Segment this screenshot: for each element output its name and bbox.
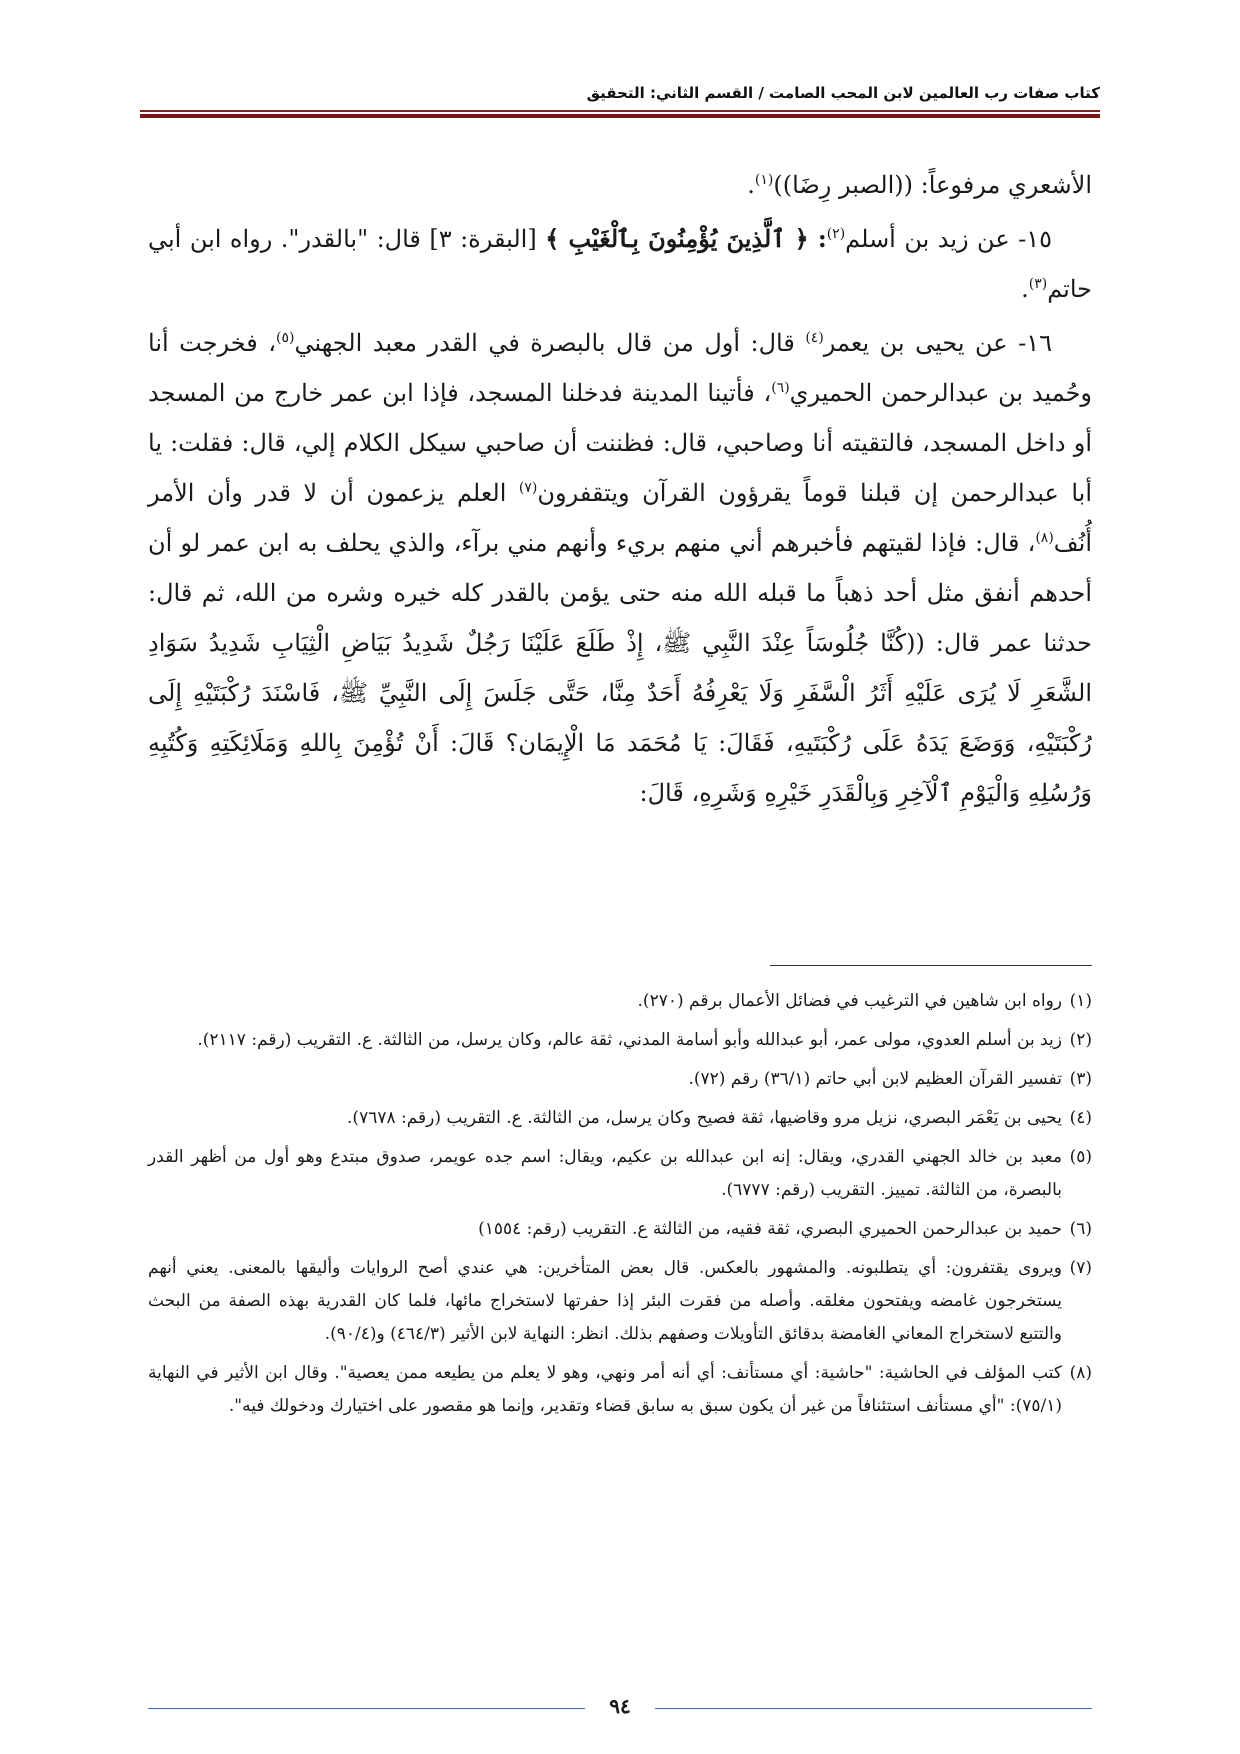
footnote-ref-3[interactable]: (٣) bbox=[1028, 276, 1048, 292]
page-number: ٩٤ bbox=[609, 1694, 631, 1718]
text-span: . bbox=[747, 171, 755, 199]
text-span: ١٦- عن يحيى بن يعمر bbox=[823, 329, 1052, 357]
running-header-title: كتاب صفات رب العالمين لابن المحب الصامت / القسم الثاني: التحقيق bbox=[586, 84, 1100, 102]
header-rule-thick bbox=[140, 114, 1100, 118]
footnote-number: (٦) bbox=[1069, 1219, 1092, 1239]
footnote-number: (٣) bbox=[1069, 1069, 1092, 1089]
main-text bbox=[148, 160, 1092, 822]
footnote-ref-8[interactable]: (٨) bbox=[1035, 530, 1054, 546]
footnotes-section bbox=[148, 985, 1092, 1429]
footnote-text: كتب المؤلف في الحاشية: "حاشية: أي مستأنف: أي أنه أمر ونهي، وهو لا يعلم من يطيعه ممن يعصية". وقال ابن الأثير في النهاية (٧٥/١): "أي مستأنف استئنافاً من غير أن يكون سبق به سابق قضاء وتقدير، وإنما هو مقصور على اختيارك ودخولك فيه". bbox=[148, 1363, 1062, 1416]
footnote-ref-4[interactable]: (٤) bbox=[805, 330, 824, 346]
footnote-number: (١) bbox=[1069, 991, 1092, 1011]
footnote-text: حميد بن عبدالرحمن الحميري البصري، ثقة فقيه، من الثالثة ع. التقريب (رقم: ١٥٥٤) bbox=[478, 1219, 1062, 1239]
footnote-number: (٤) bbox=[1069, 1108, 1092, 1128]
text-span: [البقرة: ٣] قال: "بالقدر". رواه ابن أبي حاتم bbox=[148, 225, 1092, 303]
text-span: قال: أول من قال بالبصرة في القدر معبد الجهني bbox=[294, 329, 806, 357]
footnote-text: معبد بن خالد الجهني القدري، ويقال: إنه ابن عبدالله بن عكيم، ويقال: اسم جده عويمر، صدوق مبتدع وهو أول من أظهر القدر بالبصرة، من الثالثة. تمييز. التقريب (رقم: ٦٧٧٧). bbox=[148, 1147, 1062, 1200]
footnote-number: (٧) bbox=[1069, 1258, 1092, 1278]
footnote-separator bbox=[770, 965, 1092, 966]
text-span: العلم يزعمون أن لا قدر وأن الأمر أُنُف bbox=[148, 479, 1092, 557]
footnote-ref-7[interactable]: (٧) bbox=[518, 480, 538, 496]
footnote-4 bbox=[148, 1102, 1092, 1135]
header-rule-thin bbox=[140, 110, 1100, 112]
footnote-number: (٢) bbox=[1069, 1030, 1092, 1050]
footnote-ref-1[interactable]: (١) bbox=[754, 172, 774, 188]
footnote-1 bbox=[148, 985, 1092, 1018]
quran-verse: : ﴿ ٱلَّذِينَ يُؤْمِنُونَ بِٱلْغَيْبِ ﴾ bbox=[545, 224, 827, 253]
footer-rule-right bbox=[655, 1708, 1092, 1709]
footnote-number: (٥) bbox=[1069, 1147, 1092, 1167]
footnote-text: ويروى يقتفرون: أي يتطلبونه. والمشهور بالعكس. قال بعض المتأخرين: هي عندي أصح الروايات وأليقها بالمعنى. يعني أنهم يستخرجون غامضه ويفتحون مغلقه. وأصله من فقرت البئر إذا حفرتها لاستخراج مائها، فلما كان القدرية بهذه الصفة من البحث والتتبع لاستخراج المعاني الغامضة بدقائق التأويلات وصفهم بذلك. انظر: النهاية لابن الأثير (٤٦٤/٣) و(٩٠/٤). bbox=[148, 1258, 1062, 1344]
footnote-text: تفسير القرآن العظيم لابن أبي حاتم (٣٦/١) رقم (٧٢). bbox=[688, 1069, 1062, 1089]
running-header bbox=[140, 78, 1100, 108]
text-span: الأشعري مرفوعاً: ((الصبر رِضَا)) bbox=[773, 171, 1092, 199]
paragraph-intro bbox=[148, 160, 1092, 210]
footnote-text: زيد بن أسلم العدوي، مولى عمر، أبو عبدالله وأبو أسامة المدني، ثقة عالم، وكان يرسل، من الثالثة. ع. التقريب (رقم: ٢١١٧). bbox=[197, 1030, 1062, 1050]
paragraph-hadith-16 bbox=[148, 318, 1092, 818]
footnote-6 bbox=[148, 1213, 1092, 1246]
footnote-2 bbox=[148, 1024, 1092, 1057]
footnote-8 bbox=[148, 1357, 1092, 1423]
footnote-3 bbox=[148, 1063, 1092, 1096]
footnote-number: (٨) bbox=[1069, 1363, 1092, 1383]
footnote-text: يحيى بن يَعْمَر البصري، نزيل مرو وقاضيها، ثقة فصيح وكان يرسل، من الثالثة. ع. التقريب (رقم: ٧٦٧٨). bbox=[347, 1108, 1062, 1128]
footnote-5 bbox=[148, 1141, 1092, 1207]
text-span: ، فأتينا المدينة فدخلنا المسجد، فإذا ابن عمر خارج من المسجد أو داخل المسجد، فالتقيته أنا وصاحبي، قال: فظننت أن صاحبي سيكل الكلام إلي، قال: فقلت: يا أبا عبدالرحمن إن قبلنا قوماً يقرؤون القرآن ويتقفرون bbox=[148, 379, 1092, 507]
footnote-ref-6[interactable]: (٦) bbox=[771, 380, 790, 396]
paragraph-hadith-15 bbox=[148, 214, 1092, 314]
footnote-text: رواه ابن شاهين في الترغيب في فضائل الأعمال برقم (٢٧٠). bbox=[637, 991, 1062, 1011]
text-span: . bbox=[1021, 275, 1029, 303]
footnote-ref-5[interactable]: (٥) bbox=[276, 330, 295, 346]
text-span: ١٥- عن زيد بن أسلم bbox=[845, 225, 1053, 253]
footer-rule-left bbox=[148, 1708, 585, 1709]
footnote-7 bbox=[148, 1252, 1092, 1351]
text-span: ، قال: فإذا لقيتهم فأخبرهم أني منهم بريء وأنهم مني برآء، والذي يحلف به ابن عمر لو أن أحدهم أنفق مثل أحد ذهباً ما قبله الله منه حتى يؤمن بالقدر كله خيره وشره من الله، ثم قال: حدثنا عمر قال: ((كُنَّا جُلُوسَاً عِنْدَ النَّبِي ﷺ، إِذْ طَلَعَ عَلَيْنَا رَجُلٌ شَدِيدُ بَيَاضِ الْثِيَابِ شَدِيدُ سَوَادِ الشَّعَرِ لَا يُرَى عَلَيْهِ أَثَرُ الْسَّفَرِ وَلَا يَعْرِفُهُ أَحَدٌ مِنَّا، حَتَّى جَلَسَ إِلَى النَّبِيِّ ﷺ، فَاسْنَدَ رُكْبَتَيْهِ إِلَى رُكْبَتَيْهِ، وَوَضَعَ يَدَهُ عَلَى رُكْبَتَيهِ، فَقَالَ: يَا مُحَمَد مَا الْإِيمَان؟ قَالَ: أَنْ تُؤْمِنَ بِاللهِ وَمَلَائِكَتِهِ وَكُتُبِهِ وَرُسُلِهِ وَالْيَوْمِ ٱلْآخِرِ وَبِالْقَدَرِ خَيْرِهِ وَشَرِهِ، قَالَ: bbox=[148, 529, 1092, 807]
footnote-ref-2[interactable]: (٢) bbox=[826, 226, 846, 242]
text-span: ، فخرجت أنا وحُميد بن عبدالرحمن الحميري bbox=[148, 329, 1093, 407]
